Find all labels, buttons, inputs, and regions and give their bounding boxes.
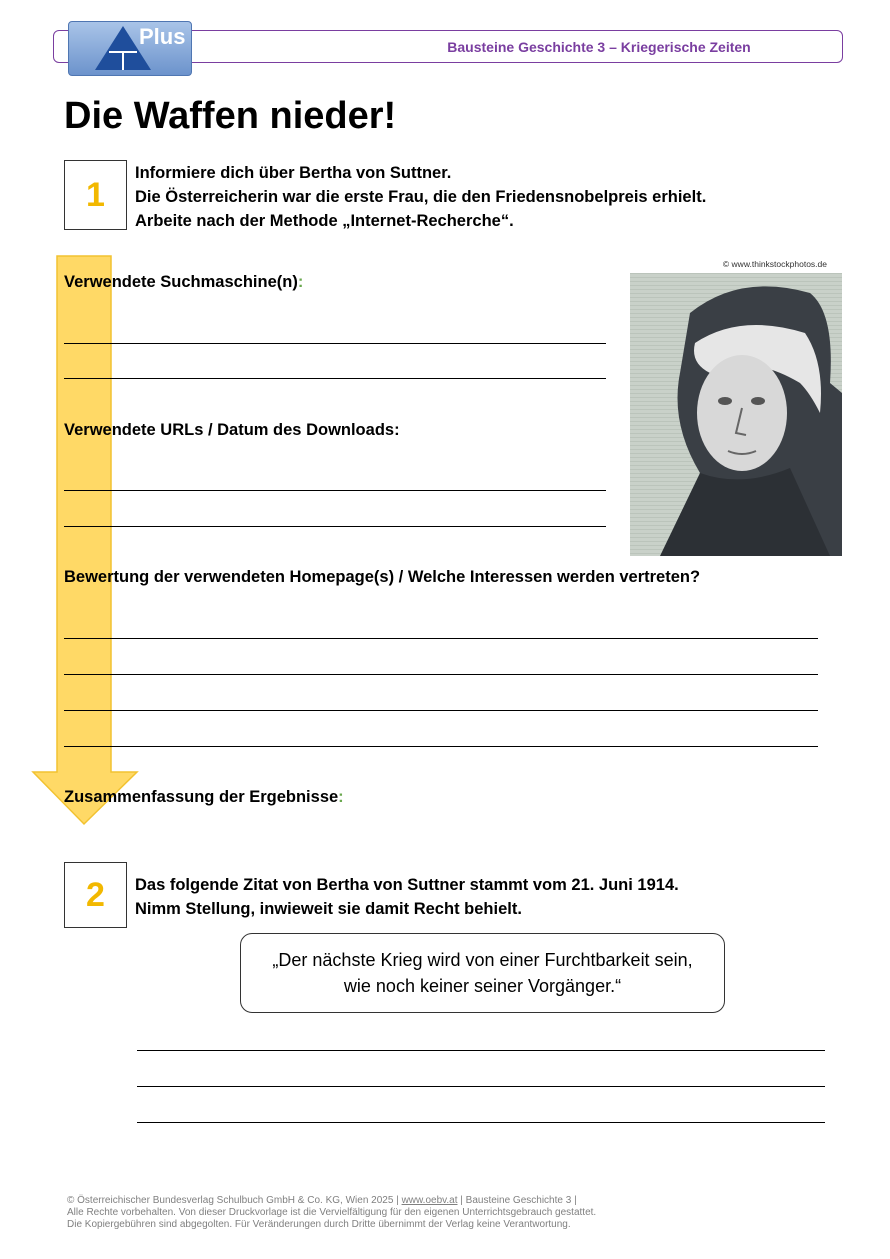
down-arrow-icon (31, 254, 139, 826)
task-2-line: Nimm Stellung, inwieweit sie damit Recht behielt. (135, 900, 522, 918)
header-title: Bausteine Geschichte 3 – Kriegerische Zeiten (447, 39, 751, 55)
summary-label: Zusammenfassung der Ergebnisse: (64, 788, 344, 806)
answer-line (64, 638, 818, 639)
plus-logo (68, 21, 192, 76)
answer-line (64, 378, 606, 379)
task-1-line: Informiere dich über Bertha von Suttner. (135, 164, 452, 182)
task-2-line: Das folgende Zitat von Bertha von Suttner stammt vom 21. Juni 1914. (135, 876, 679, 894)
quote-line: „Der nächste Krieg wird von einer Furchtbarkeit sein, (272, 950, 693, 970)
quote-box (240, 933, 725, 1013)
footer-line-1: © Österreichischer Bundesverlag Schulbuch GmbH & Co. KG, Wien 2025 | www.oebv.at | Bausteine Geschichte 3 | (67, 1195, 577, 1206)
task-1-line: Arbeite nach der Methode „Internet-Recherche“. (135, 212, 514, 230)
image-credit: © www.thinkstockphotos.de (722, 259, 827, 269)
logo-text: Plus (139, 24, 186, 49)
answer-line (64, 490, 606, 491)
quote-line: wie noch keiner seiner Vorgänger.“ (343, 976, 622, 996)
urls-label: Verwendete URLs / Datum des Downloads: (64, 421, 400, 439)
task-1-text (135, 161, 706, 233)
footer (67, 1195, 596, 1231)
answer-line (137, 1122, 825, 1123)
answer-line (64, 710, 818, 711)
task-number-2: 2 (64, 862, 127, 928)
answer-line (64, 674, 818, 675)
answer-line (137, 1086, 825, 1087)
answer-line (137, 1050, 825, 1051)
task-number-1: 1 (64, 160, 127, 230)
footer-line-3: Die Kopiergebühren sind abgegolten. Für Veränderungen durch Dritte übernimmt der Verlag keine Verantwortung. (67, 1219, 571, 1230)
task-2-text (135, 873, 679, 921)
rating-label: Bewertung der verwendeten Homepage(s) / Welche Interessen werden vertreten? (64, 568, 701, 586)
search-engines-label: Verwendete Suchmaschine(n): (64, 273, 304, 291)
answer-line (64, 343, 606, 344)
answer-line (64, 526, 606, 527)
publisher-link[interactable]: www.oebv.at (401, 1195, 458, 1206)
page-title: Die Waffen nieder! (64, 95, 397, 137)
answer-line (64, 746, 818, 747)
task-1-line: Die Österreicherin war die erste Frau, die den Friedensnobelpreis erhielt. (135, 188, 707, 206)
bertha-von-suttner-portrait (630, 273, 842, 556)
footer-line-2: Alle Rechte vorbehalten. Von dieser Druckvorlage ist die Vervielfältigung für den eigenen Unterrichtsgebrauch gestattet. (67, 1207, 597, 1218)
